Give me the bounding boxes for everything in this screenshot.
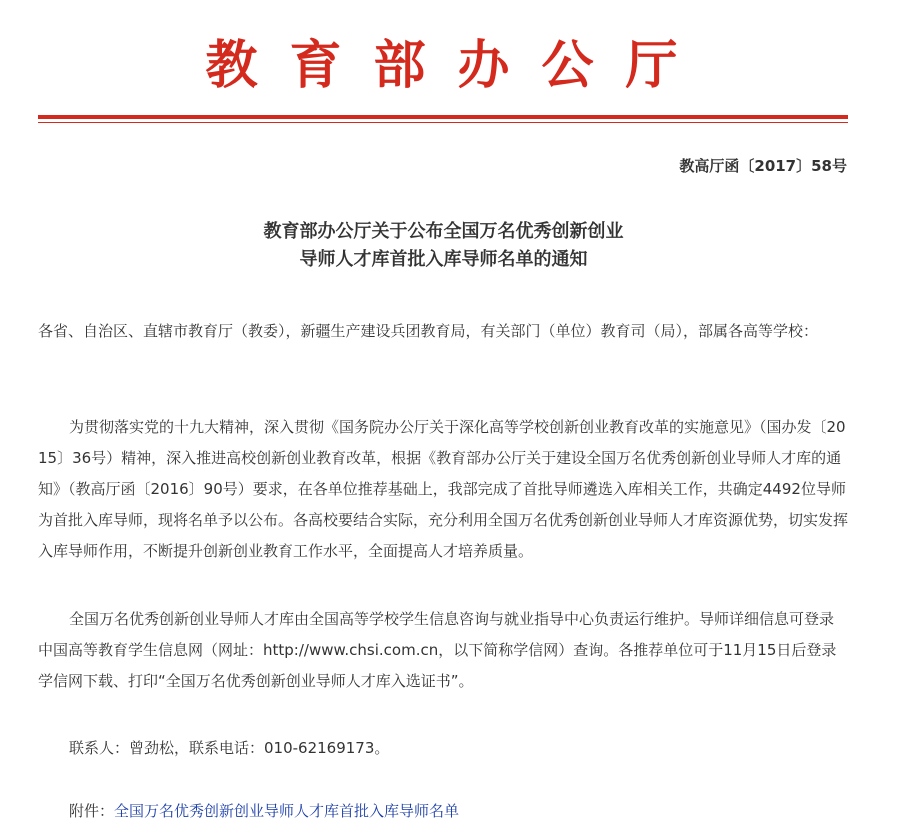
salutation-paragraph: 各省、自治区、直辖市教育厅（教委），新疆生产建设兵团教育局，有关部门（单位）教育司（局），部属各高等学校： [38, 322, 819, 340]
document-number: 教高厅函〔2017〕58号 [679, 157, 847, 175]
body-paragraph-2: 全国万名优秀创新创业导师人才库由全国高等学校学生信息咨询与就业指导中心负责运行维护。导师详细信息可登录中国高等教育学生信息网（网址：http://www.chsi.com.cn，以下简称学信网）查询。各推荐单位可于11月15日后登录学信网下载、打印“全国万名优秀创新创业导师人才库入选证书”。 [38, 610, 837, 690]
masthead-divider-thick [38, 115, 848, 119]
document-title-line-1: 教育部办公厅关于公布全国万名优秀创新创业 [263, 221, 624, 242]
contact-paragraph: 联系人：曾劲松，联系电话：010-62169173。 [69, 739, 390, 757]
attachment-paragraph [38, 796, 848, 827]
attachment-label: 附件： [69, 802, 115, 820]
attachment-link[interactable]: 全国万名优秀创新创业导师人才库首批入库导师名单 [114, 802, 460, 820]
document-title-line-2: 导师人才库首批入库导师名单的通知 [299, 249, 588, 270]
masthead-divider-thin [38, 122, 848, 123]
document-title [0, 218, 887, 274]
body-paragraph-1: 为贯彻落实党的十九大精神，深入贯彻《国务院办公厅关于深化高等学校创新创业教育改革的实施意见》（国办发〔2015〕36号）精神，深入推进高校创新创业教育改革，根据《教育部办公厅关于建设全国万名优秀创新创业导师人才库的通知》（教高厅函〔2016〕90号）要求，在各单位推荐基础上，我部完成了首批导师遴选入库相关工作，共确定4492位导师为首批入库导师，现将名单予以公布。各高校要结合实际，充分利用全国万名优秀创新创业导师人才库资源优势，切实发挥入库导师作用，不断提升创新创业教育工作水平，全面提高人才培养质量。 [38, 418, 849, 560]
masthead-title: 教育部办公厅 [205, 35, 710, 96]
